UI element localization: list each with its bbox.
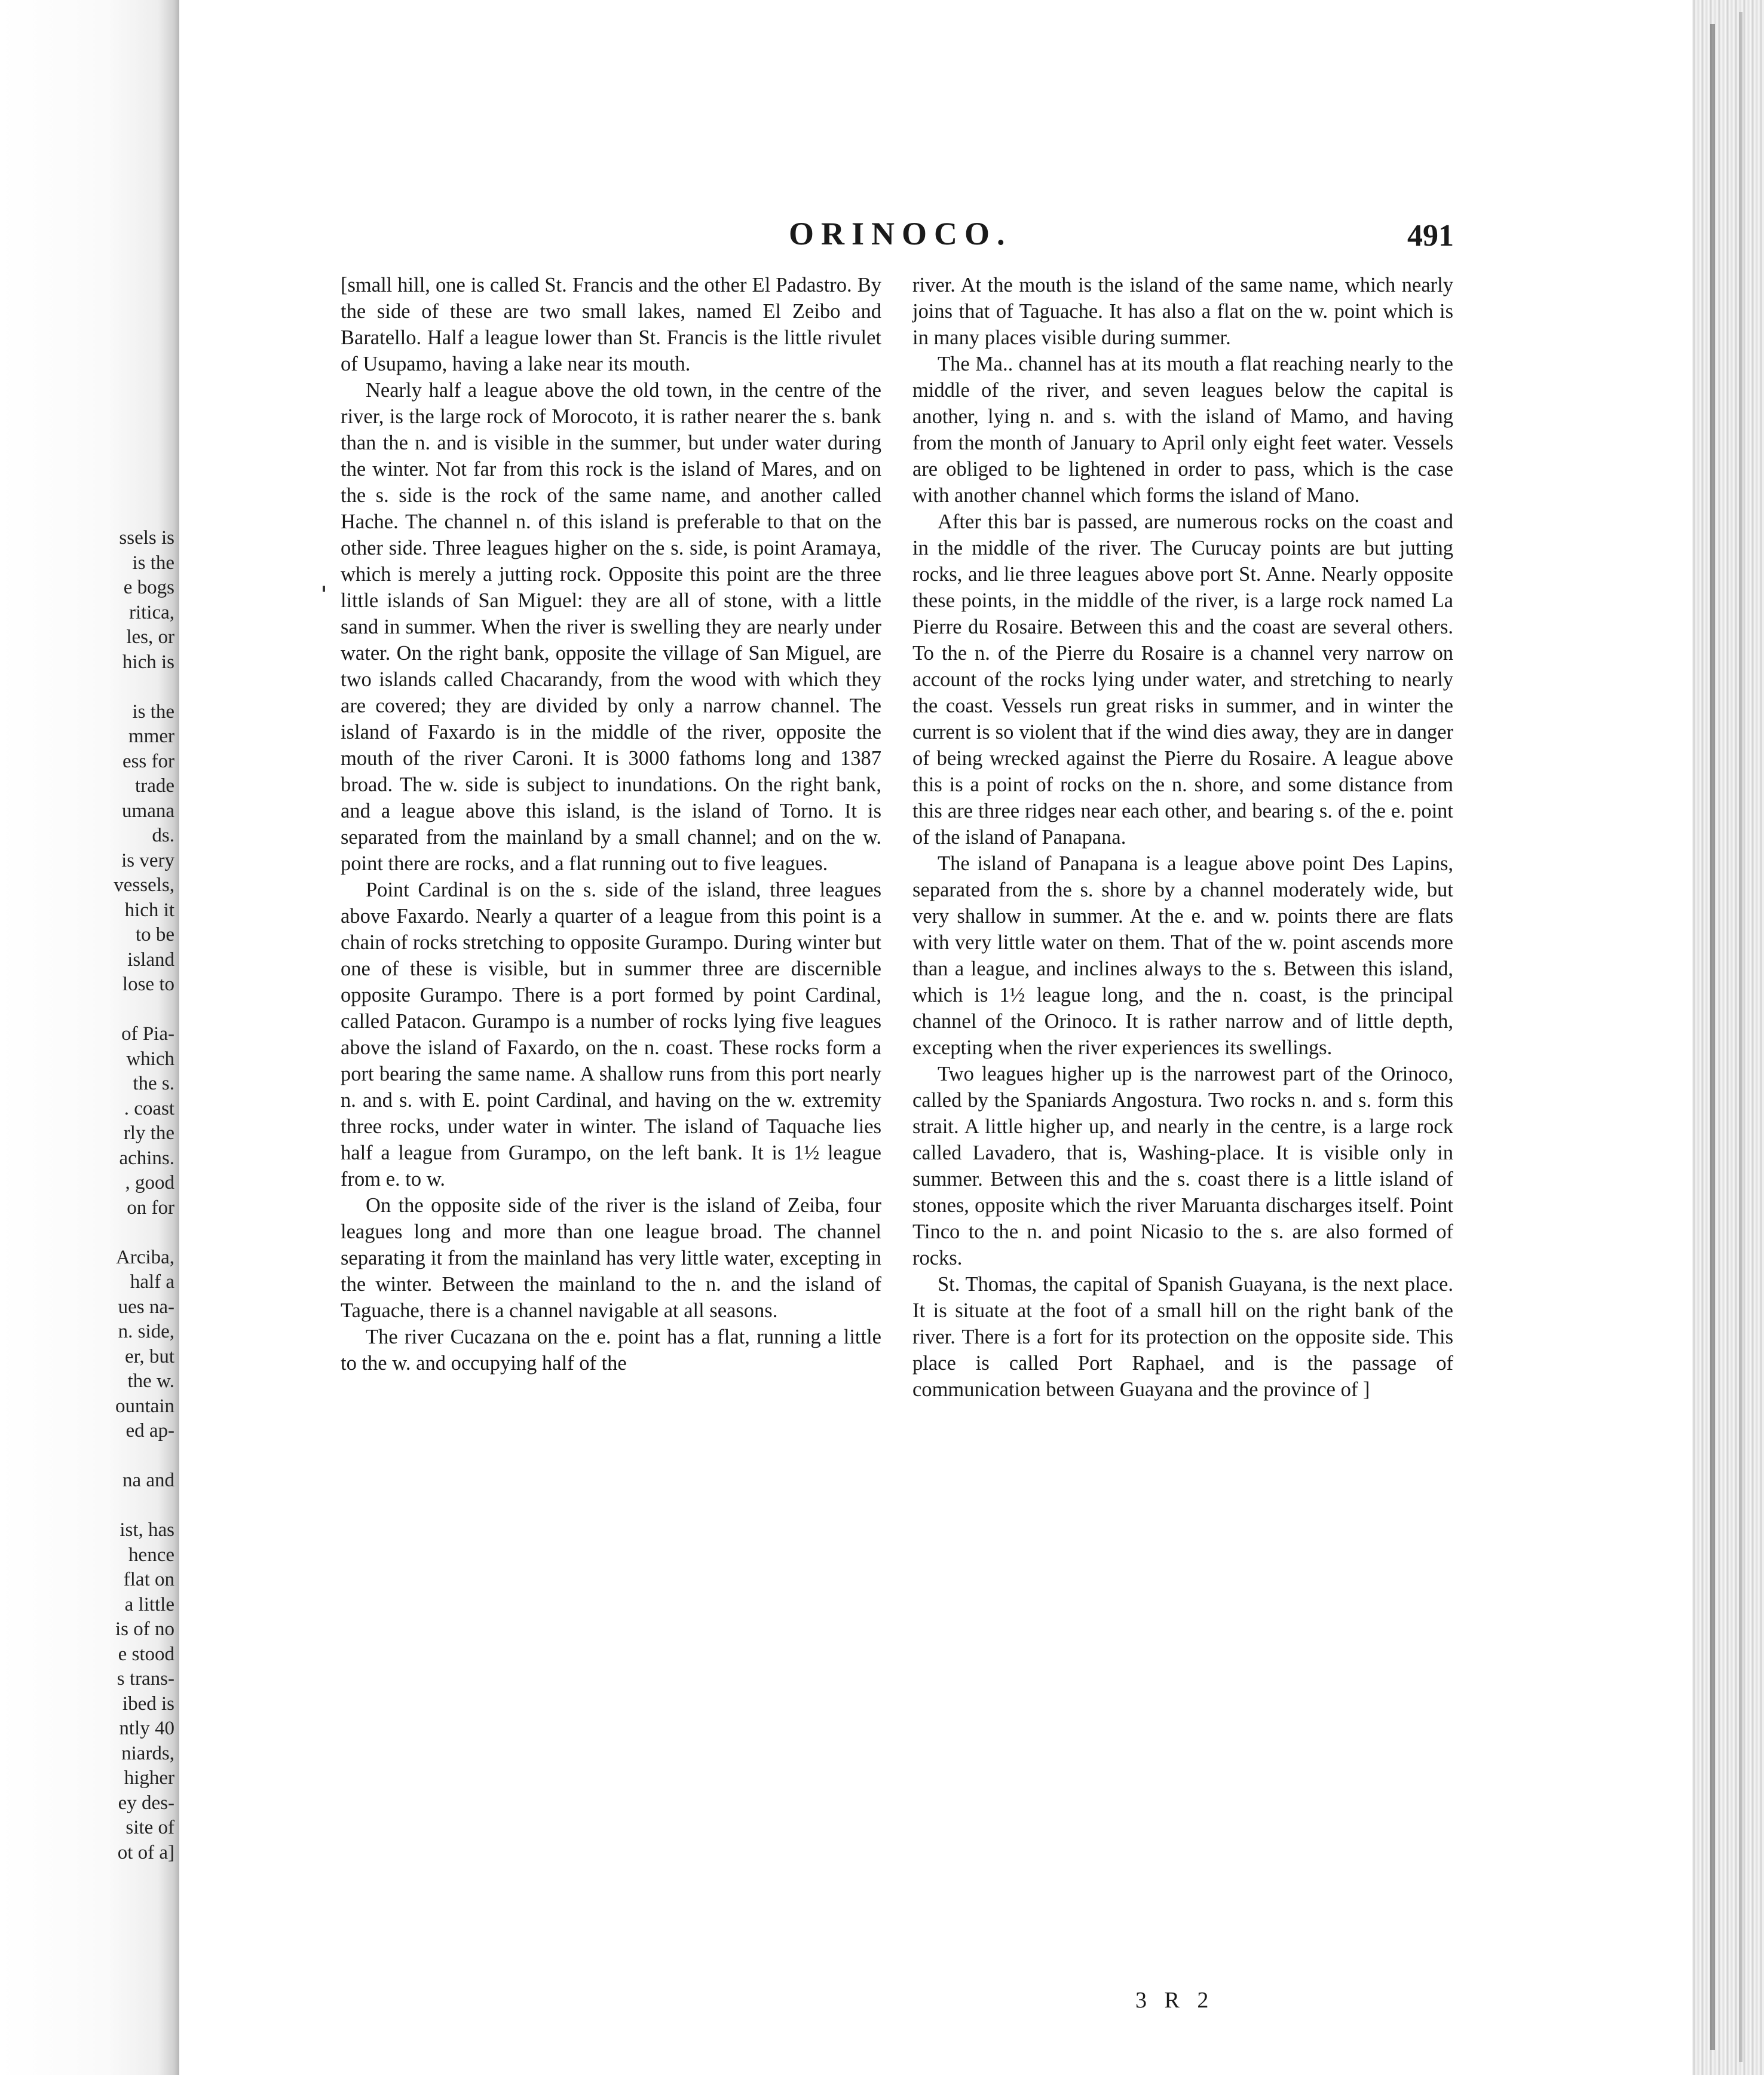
fragment-line: ibed is [122,1693,174,1715]
fragment-line: ountain [115,1395,174,1417]
fragment-line: umana [122,800,174,822]
fragment-line: ey des- [118,1792,174,1814]
fragment-line: ess for [122,750,174,772]
fragment-line: Arciba, [115,1246,174,1268]
paragraph: The river Cucazana on the e. point has a flat, running a little to the w. and occupying half of the [341,1326,881,1375]
fragment-line: ot of a] [117,1841,174,1863]
fragment-line: achins. [119,1147,174,1169]
fragment-line: to be [135,924,174,945]
paragraph: Two leagues higher up is the narrowest part of the Orinoco, called by the Spaniards Angostura. Two rocks n. and s. form this strait. A little higher up, and nearly in the centre, is a large rock called Lavadero, that is, Washing-place. It is visible only in summer. Between this and the s. coast there is a little island of stones, opposite which the river Maruanta discharges itself. Point Tinco to the n. and point Nicasio to the s. are also formed of rocks. [912,1063,1453,1269]
fragment-line: mmer [128,726,174,747]
fragment-line: na and [122,1470,174,1491]
paragraph: After this bar is passed, are numerous rocks on the coast and in the middle of the river. The Curucay points are but jutting rocks, and lie three leagues above port St. Anne. Nearly opposite these points, in the middle of the river, is a large rock named La Pierre du Rosaire. Between this and the coast are several others. To the n. of the Pierre du Rosaire is a channel very narrow on account of the rocks lying under water, and stretching to nearly the coast. Vessels run great risks in summer, and in winter the current is so violent that if the wind dies away, they are in danger of being wrecked against the Pierre du Rosaire. A league above this is a point of rocks on the n. shore, and some distance from this are three ridges near each other, and bearing s. of the e. point of the island of Panapana. [912,510,1453,849]
fragment-line [0,1444,174,1469]
fragment-line: is of no [115,1618,174,1640]
paragraph: [small hill, one is called St. Francis and the other El Padastro. By the side of these are two small lakes, named El Zeibo and Baratello. Half a league lower than St. Francis is the little rivulet of Usupamo, having a lake near its mouth. [341,274,881,375]
fragment-line: site of [125,1817,174,1838]
fragment-line: vessels, [114,874,174,896]
fragment-line: er, but [125,1345,174,1367]
fragment-line: the w. [127,1370,174,1392]
fragment-line: a little [124,1593,174,1615]
fragment-line: ed ap- [125,1420,174,1442]
fragment-line: e bogs [123,577,174,598]
signature-mark: 3 R 2 [1135,1988,1215,2013]
running-head: ORINOCO. [789,216,1012,252]
fragment-line: e stood [118,1643,174,1665]
fragment-line: ues na- [118,1296,174,1318]
paragraph: On the opposite side of the river is the island of Zeiba, four leagues long and more than one league broad. The channel separating it from the mainland has very little water, excepting in the winter. Between the mainland to the n. and the island of Taguache, there is a channel navigable at all seasons. [341,1194,881,1322]
fragment-line: ssels is [119,527,174,549]
fragment-line: niards, [121,1742,174,1764]
fragment-line: half a [130,1271,174,1293]
fragment-line: ntly 40 [119,1718,174,1739]
adjacent-page-text-fragments [0,526,174,1865]
fragment-line [0,1493,174,1519]
fragment-line: of Pia- [121,1023,174,1045]
fragment-line: island [127,948,174,971]
paragraph: river. At the mouth is the island of the same name, which nearly joins that of Taguache. It has also a flat on the w. point which is in many places visible during summer. [912,274,1453,349]
fragment-line [0,997,174,1023]
fragment-line: higher [124,1767,174,1789]
fragment-line: . coast [124,1097,174,1119]
fragment-line: which [126,1048,174,1070]
fragment-line: n. side, [118,1321,174,1342]
fragment-line [0,675,174,700]
fragment-line: s trans- [117,1668,174,1690]
adjacent-page-spine [0,0,179,2075]
fragment-line [0,1220,174,1245]
fragment-line: , good [125,1172,174,1193]
paragraph: The Ma.. channel has at its mouth a flat reaching nearly to the middle of the river, and seven leagues below the capital is another, lying n. and s. with the island of Mamo, and having from the month of January to April only eight feet water. Vessels are obliged to be lightened in order to pass, which is the case with another channel which forms the island of Mano. [912,353,1453,507]
right-text-column [912,272,1453,1403]
fragment-line: is very [121,849,174,871]
fragment-line: hence [128,1544,174,1566]
fragment-line: on for [127,1196,174,1219]
fragment-line: les, or [126,626,174,648]
paragraph: St. Thomas, the capital of Spanish Guayana, is the next place. It is situate at the foot of a small hill on the right bank of the river. There is a fort for its protection on the opposite side. This place is called Port Raphael, and is the passage of communication between Guayana and the province of ] [912,1273,1453,1401]
fragment-line: trade [135,775,174,797]
paragraph: The island of Panapana is a league above point Des Lapins, separated from the s. shore by a channel moderately wide, but very shallow in summer. At the e. and w. points there are flats with very little water on them. That of the w. point ascends more than a league, and inclines always to the s. Between this island, which is 1½ league long, and the n. coast, is the principal channel of the Orinoco. It is rather narrow and of little depth, excepting when the river experiences its swellings. [912,852,1453,1059]
paragraph: Nearly half a league above the old town, in the centre of the river, is the large rock of Morocoto, it is rather nearer the s. bank than the n. and is visible in the summer, but under water during the winter. Not far from this rock is the island of Mares, and on the s. side is the rock of the same name, and another called Hache. The channel n. of this island is preferable to that on the other side. Three leagues higher on the s. side, is point Aramaya, which is merely a jutting rock. Opposite this point are the three little islands of San Miguel: they are all of stone, with a little sand in summer. When the river is swelling they are nearly under water. On the right bank, opposite the village of San Miguel, are two islands called Chacarandy, from the wood with which they are covered; they are divided by only a narrow channel. The island of Faxardo is in the middle of the river, opposite the mouth of the river Caroni. It is 3000 fathoms long and 1387 broad. The w. side is subject to inundations. On the right bank, and a league above this island, is the island of Torno. It is separated from the mainland by a small channel; and on the w. point there are rocks, and a flat running out to five leagues. [341,379,881,875]
fragment-line: is the [132,700,174,723]
stray-ink-mark [323,586,325,592]
fragment-line: hich it [124,899,174,921]
fragment-line: rly the [123,1122,174,1144]
page-edge-gutter [1692,0,1764,2075]
fragment-line: is the [132,552,174,574]
fragment-line: the s. [133,1073,174,1094]
fragment-line: ritica, [128,601,174,623]
fragment-line: flat on [123,1569,174,1590]
page-number: 491 [1407,219,1454,253]
fragment-line: ds. [152,825,174,846]
left-text-column [341,272,881,1376]
fragment-line: hich is [122,651,174,673]
paragraph: Point Cardinal is on the s. side of the island, three leagues above Faxardo. Nearly a quarter of a league from this point is a chain of rocks stretching to opposite Gurampo. During winter but one of these is visible, but in summer three are discernible opposite Gurampo. There is a port formed by point Cardinal, called Patacon. Gurampo is a number of rocks lying five leagues above the island of Faxardo, on the n. coast. These rocks form a port bearing the same name. A shallow runs from this port nearly n. and s. with E. point Cardinal, and having on the w. extremity three rocks, under water in winter. The island of Taquache lies half a league from Gurampo, on the left bank. It is 1½ league from e. to w. [341,879,881,1190]
fragment-line: ist, has [120,1519,174,1541]
fragment-line: lose to [122,974,174,995]
